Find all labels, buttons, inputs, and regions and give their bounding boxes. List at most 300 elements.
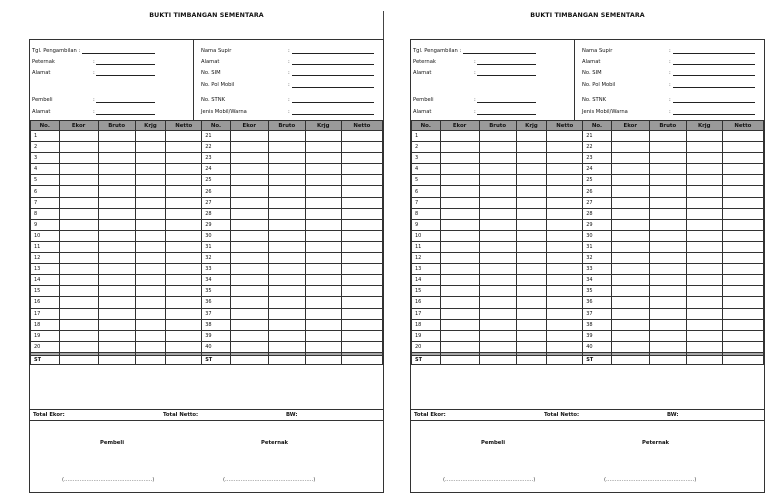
- entry-cell[interactable]: [686, 297, 722, 308]
- entry-cell[interactable]: [547, 308, 583, 319]
- subtotal-cell[interactable]: [268, 356, 305, 365]
- entry-cell[interactable]: [722, 164, 763, 175]
- entry-cell[interactable]: [440, 297, 479, 308]
- entry-cell[interactable]: [479, 275, 516, 286]
- entry-cell[interactable]: [611, 297, 649, 308]
- entry-cell[interactable]: [230, 308, 268, 319]
- entry-cell[interactable]: [268, 164, 305, 175]
- entry-cell[interactable]: [230, 253, 268, 264]
- entry-cell[interactable]: [341, 164, 382, 175]
- entry-cell[interactable]: [59, 319, 98, 330]
- entry-cell[interactable]: [305, 286, 341, 297]
- entry-cell[interactable]: [268, 153, 305, 164]
- entry-cell[interactable]: [305, 230, 341, 241]
- entry-cell[interactable]: [686, 197, 722, 208]
- entry-cell[interactable]: [516, 197, 547, 208]
- entry-cell[interactable]: [166, 186, 202, 197]
- field-input-line[interactable]: [96, 70, 155, 76]
- entry-cell[interactable]: [686, 319, 722, 330]
- entry-cell[interactable]: [611, 197, 649, 208]
- subtotal-cell[interactable]: [722, 356, 763, 365]
- entry-cell[interactable]: [166, 264, 202, 275]
- subtotal-cell[interactable]: [341, 356, 382, 365]
- entry-cell[interactable]: [649, 219, 686, 230]
- field-input-line[interactable]: [96, 97, 155, 103]
- entry-cell[interactable]: [166, 286, 202, 297]
- entry-cell[interactable]: [649, 253, 686, 264]
- entry-cell[interactable]: [440, 253, 479, 264]
- entry-cell[interactable]: [611, 153, 649, 164]
- entry-cell[interactable]: [268, 208, 305, 219]
- entry-cell[interactable]: [649, 208, 686, 219]
- entry-cell[interactable]: [686, 241, 722, 252]
- entry-cell[interactable]: [98, 275, 135, 286]
- entry-cell[interactable]: [516, 241, 547, 252]
- entry-cell[interactable]: [547, 264, 583, 275]
- entry-cell[interactable]: [722, 330, 763, 341]
- entry-cell[interactable]: [230, 341, 268, 352]
- entry-cell[interactable]: [479, 308, 516, 319]
- entry-cell[interactable]: [440, 286, 479, 297]
- entry-cell[interactable]: [722, 208, 763, 219]
- entry-cell[interactable]: [135, 264, 166, 275]
- entry-cell[interactable]: [611, 208, 649, 219]
- entry-cell[interactable]: [230, 219, 268, 230]
- entry-cell[interactable]: [547, 131, 583, 142]
- entry-cell[interactable]: [59, 164, 98, 175]
- entry-cell[interactable]: [516, 275, 547, 286]
- entry-cell[interactable]: [440, 153, 479, 164]
- entry-cell[interactable]: [98, 230, 135, 241]
- entry-cell[interactable]: [230, 286, 268, 297]
- farmer-signature-line[interactable]: (……………………………………………): [604, 477, 697, 483]
- entry-cell[interactable]: [341, 142, 382, 153]
- entry-cell[interactable]: [166, 219, 202, 230]
- entry-cell[interactable]: [305, 175, 341, 186]
- entry-cell[interactable]: [722, 186, 763, 197]
- entry-cell[interactable]: [722, 219, 763, 230]
- entry-cell[interactable]: [479, 164, 516, 175]
- subtotal-cell[interactable]: [611, 356, 649, 365]
- entry-cell[interactable]: [135, 153, 166, 164]
- entry-cell[interactable]: [135, 286, 166, 297]
- entry-cell[interactable]: [230, 297, 268, 308]
- entry-cell[interactable]: [440, 208, 479, 219]
- entry-cell[interactable]: [686, 330, 722, 341]
- field-input-line[interactable]: [477, 70, 536, 76]
- entry-cell[interactable]: [305, 197, 341, 208]
- entry-cell[interactable]: [59, 153, 98, 164]
- entry-cell[interactable]: [516, 330, 547, 341]
- entry-cell[interactable]: [440, 197, 479, 208]
- entry-cell[interactable]: [722, 241, 763, 252]
- entry-cell[interactable]: [722, 197, 763, 208]
- entry-cell[interactable]: [268, 253, 305, 264]
- entry-cell[interactable]: [649, 186, 686, 197]
- entry-cell[interactable]: [166, 330, 202, 341]
- entry-cell[interactable]: [686, 341, 722, 352]
- entry-cell[interactable]: [166, 241, 202, 252]
- entry-cell[interactable]: [649, 286, 686, 297]
- entry-cell[interactable]: [98, 197, 135, 208]
- entry-cell[interactable]: [59, 308, 98, 319]
- entry-cell[interactable]: [722, 297, 763, 308]
- entry-cell[interactable]: [341, 297, 382, 308]
- entry-cell[interactable]: [135, 308, 166, 319]
- entry-cell[interactable]: [649, 264, 686, 275]
- entry-cell[interactable]: [166, 253, 202, 264]
- subtotal-cell[interactable]: [135, 356, 166, 365]
- entry-cell[interactable]: [649, 197, 686, 208]
- entry-cell[interactable]: [686, 286, 722, 297]
- subtotal-cell[interactable]: [547, 356, 583, 365]
- entry-cell[interactable]: [722, 264, 763, 275]
- entry-cell[interactable]: [166, 308, 202, 319]
- entry-cell[interactable]: [341, 131, 382, 142]
- entry-cell[interactable]: [649, 175, 686, 186]
- entry-cell[interactable]: [135, 208, 166, 219]
- entry-cell[interactable]: [516, 175, 547, 186]
- subtotal-cell[interactable]: [230, 356, 268, 365]
- entry-cell[interactable]: [268, 197, 305, 208]
- entry-cell[interactable]: [341, 197, 382, 208]
- entry-cell[interactable]: [440, 186, 479, 197]
- entry-cell[interactable]: [547, 275, 583, 286]
- entry-cell[interactable]: [305, 164, 341, 175]
- farmer-signature-line[interactable]: (……………………………………………): [223, 477, 316, 483]
- entry-cell[interactable]: [547, 297, 583, 308]
- entry-cell[interactable]: [440, 308, 479, 319]
- entry-cell[interactable]: [135, 219, 166, 230]
- entry-cell[interactable]: [305, 275, 341, 286]
- entry-cell[interactable]: [135, 164, 166, 175]
- entry-cell[interactable]: [479, 330, 516, 341]
- entry-cell[interactable]: [305, 319, 341, 330]
- entry-cell[interactable]: [268, 330, 305, 341]
- entry-cell[interactable]: [166, 153, 202, 164]
- entry-cell[interactable]: [135, 186, 166, 197]
- entry-cell[interactable]: [135, 297, 166, 308]
- entry-cell[interactable]: [341, 264, 382, 275]
- entry-cell[interactable]: [611, 264, 649, 275]
- entry-cell[interactable]: [230, 275, 268, 286]
- entry-cell[interactable]: [135, 131, 166, 142]
- field-input-line[interactable]: [292, 109, 374, 115]
- entry-cell[interactable]: [166, 197, 202, 208]
- entry-cell[interactable]: [230, 208, 268, 219]
- entry-cell[interactable]: [516, 319, 547, 330]
- entry-cell[interactable]: [479, 230, 516, 241]
- entry-cell[interactable]: [611, 230, 649, 241]
- field-input-line[interactable]: [477, 97, 536, 103]
- entry-cell[interactable]: [611, 241, 649, 252]
- entry-cell[interactable]: [547, 241, 583, 252]
- entry-cell[interactable]: [516, 308, 547, 319]
- entry-cell[interactable]: [479, 153, 516, 164]
- entry-cell[interactable]: [516, 142, 547, 153]
- entry-cell[interactable]: [59, 275, 98, 286]
- entry-cell[interactable]: [547, 341, 583, 352]
- entry-cell[interactable]: [59, 330, 98, 341]
- field-input-line[interactable]: [292, 82, 374, 88]
- entry-cell[interactable]: [268, 286, 305, 297]
- entry-cell[interactable]: [135, 319, 166, 330]
- entry-cell[interactable]: [135, 330, 166, 341]
- entry-cell[interactable]: [611, 286, 649, 297]
- entry-cell[interactable]: [547, 208, 583, 219]
- entry-cell[interactable]: [722, 175, 763, 186]
- subtotal-cell[interactable]: [686, 356, 722, 365]
- entry-cell[interactable]: [649, 330, 686, 341]
- field-input-line[interactable]: [477, 109, 536, 115]
- entry-cell[interactable]: [479, 208, 516, 219]
- entry-cell[interactable]: [305, 253, 341, 264]
- entry-cell[interactable]: [305, 264, 341, 275]
- entry-cell[interactable]: [305, 131, 341, 142]
- entry-cell[interactable]: [649, 297, 686, 308]
- entry-cell[interactable]: [341, 153, 382, 164]
- entry-cell[interactable]: [135, 197, 166, 208]
- entry-cell[interactable]: [686, 264, 722, 275]
- entry-cell[interactable]: [166, 319, 202, 330]
- entry-cell[interactable]: [547, 142, 583, 153]
- entry-cell[interactable]: [440, 275, 479, 286]
- entry-cell[interactable]: [547, 219, 583, 230]
- entry-cell[interactable]: [479, 319, 516, 330]
- entry-cell[interactable]: [268, 230, 305, 241]
- entry-cell[interactable]: [98, 319, 135, 330]
- entry-cell[interactable]: [479, 219, 516, 230]
- entry-cell[interactable]: [230, 186, 268, 197]
- entry-cell[interactable]: [98, 142, 135, 153]
- entry-cell[interactable]: [230, 197, 268, 208]
- field-input-line[interactable]: [477, 59, 536, 65]
- entry-cell[interactable]: [516, 230, 547, 241]
- field-input-line[interactable]: [673, 59, 755, 65]
- entry-cell[interactable]: [59, 286, 98, 297]
- entry-cell[interactable]: [649, 275, 686, 286]
- entry-cell[interactable]: [516, 131, 547, 142]
- entry-cell[interactable]: [341, 230, 382, 241]
- entry-cell[interactable]: [479, 241, 516, 252]
- entry-cell[interactable]: [230, 164, 268, 175]
- entry-cell[interactable]: [135, 175, 166, 186]
- subtotal-cell[interactable]: [166, 356, 202, 365]
- entry-cell[interactable]: [649, 230, 686, 241]
- entry-cell[interactable]: [98, 264, 135, 275]
- entry-cell[interactable]: [305, 219, 341, 230]
- entry-cell[interactable]: [479, 253, 516, 264]
- entry-cell[interactable]: [98, 219, 135, 230]
- entry-cell[interactable]: [98, 131, 135, 142]
- entry-cell[interactable]: [135, 253, 166, 264]
- entry-cell[interactable]: [305, 153, 341, 164]
- entry-cell[interactable]: [341, 219, 382, 230]
- entry-cell[interactable]: [516, 219, 547, 230]
- entry-cell[interactable]: [166, 230, 202, 241]
- entry-cell[interactable]: [230, 131, 268, 142]
- field-input-line[interactable]: [292, 70, 374, 76]
- entry-cell[interactable]: [611, 219, 649, 230]
- entry-cell[interactable]: [611, 175, 649, 186]
- entry-cell[interactable]: [686, 219, 722, 230]
- entry-cell[interactable]: [166, 164, 202, 175]
- entry-cell[interactable]: [649, 131, 686, 142]
- entry-cell[interactable]: [516, 208, 547, 219]
- entry-cell[interactable]: [59, 241, 98, 252]
- entry-cell[interactable]: [230, 175, 268, 186]
- entry-cell[interactable]: [268, 175, 305, 186]
- entry-cell[interactable]: [516, 286, 547, 297]
- entry-cell[interactable]: [547, 253, 583, 264]
- entry-cell[interactable]: [649, 142, 686, 153]
- entry-cell[interactable]: [611, 186, 649, 197]
- entry-cell[interactable]: [547, 153, 583, 164]
- entry-cell[interactable]: [440, 142, 479, 153]
- entry-cell[interactable]: [166, 275, 202, 286]
- entry-cell[interactable]: [59, 142, 98, 153]
- entry-cell[interactable]: [268, 319, 305, 330]
- entry-cell[interactable]: [611, 142, 649, 153]
- entry-cell[interactable]: [722, 153, 763, 164]
- buyer-signature-line[interactable]: (……………………………………………): [62, 477, 155, 483]
- subtotal-cell[interactable]: [479, 356, 516, 365]
- entry-cell[interactable]: [722, 286, 763, 297]
- entry-cell[interactable]: [611, 275, 649, 286]
- entry-cell[interactable]: [268, 241, 305, 252]
- entry-cell[interactable]: [166, 142, 202, 153]
- entry-cell[interactable]: [440, 230, 479, 241]
- entry-cell[interactable]: [479, 341, 516, 352]
- entry-cell[interactable]: [516, 253, 547, 264]
- entry-cell[interactable]: [611, 308, 649, 319]
- entry-cell[interactable]: [305, 330, 341, 341]
- subtotal-cell[interactable]: [440, 356, 479, 365]
- entry-cell[interactable]: [479, 197, 516, 208]
- entry-cell[interactable]: [230, 319, 268, 330]
- entry-cell[interactable]: [440, 241, 479, 252]
- entry-cell[interactable]: [686, 275, 722, 286]
- entry-cell[interactable]: [516, 264, 547, 275]
- entry-cell[interactable]: [268, 264, 305, 275]
- field-input-line[interactable]: [96, 59, 155, 65]
- entry-cell[interactable]: [341, 175, 382, 186]
- entry-cell[interactable]: [341, 341, 382, 352]
- entry-cell[interactable]: [440, 219, 479, 230]
- entry-cell[interactable]: [341, 208, 382, 219]
- entry-cell[interactable]: [268, 308, 305, 319]
- entry-cell[interactable]: [305, 142, 341, 153]
- entry-cell[interactable]: [611, 253, 649, 264]
- entry-cell[interactable]: [547, 286, 583, 297]
- entry-cell[interactable]: [479, 286, 516, 297]
- field-input-line[interactable]: [292, 48, 374, 54]
- entry-cell[interactable]: [611, 131, 649, 142]
- entry-cell[interactable]: [98, 186, 135, 197]
- entry-cell[interactable]: [686, 175, 722, 186]
- entry-cell[interactable]: [98, 297, 135, 308]
- entry-cell[interactable]: [722, 308, 763, 319]
- field-input-line[interactable]: [96, 109, 155, 115]
- entry-cell[interactable]: [722, 131, 763, 142]
- entry-cell[interactable]: [611, 330, 649, 341]
- entry-cell[interactable]: [722, 341, 763, 352]
- entry-cell[interactable]: [611, 319, 649, 330]
- entry-cell[interactable]: [516, 341, 547, 352]
- entry-cell[interactable]: [341, 253, 382, 264]
- entry-cell[interactable]: [649, 153, 686, 164]
- entry-cell[interactable]: [59, 131, 98, 142]
- subtotal-cell[interactable]: [98, 356, 135, 365]
- entry-cell[interactable]: [440, 330, 479, 341]
- entry-cell[interactable]: [686, 142, 722, 153]
- entry-cell[interactable]: [268, 142, 305, 153]
- entry-cell[interactable]: [166, 341, 202, 352]
- entry-cell[interactable]: [59, 208, 98, 219]
- field-input-line[interactable]: [82, 48, 155, 54]
- entry-cell[interactable]: [230, 264, 268, 275]
- buyer-signature-line[interactable]: (……………………………………………): [443, 477, 536, 483]
- entry-cell[interactable]: [516, 297, 547, 308]
- entry-cell[interactable]: [230, 230, 268, 241]
- entry-cell[interactable]: [547, 319, 583, 330]
- entry-cell[interactable]: [98, 208, 135, 219]
- entry-cell[interactable]: [268, 297, 305, 308]
- entry-cell[interactable]: [649, 319, 686, 330]
- entry-cell[interactable]: [98, 153, 135, 164]
- subtotal-cell[interactable]: [59, 356, 98, 365]
- entry-cell[interactable]: [440, 175, 479, 186]
- entry-cell[interactable]: [98, 330, 135, 341]
- entry-cell[interactable]: [479, 297, 516, 308]
- entry-cell[interactable]: [268, 341, 305, 352]
- field-input-line[interactable]: [673, 48, 755, 54]
- entry-cell[interactable]: [268, 275, 305, 286]
- entry-cell[interactable]: [479, 175, 516, 186]
- entry-cell[interactable]: [341, 186, 382, 197]
- entry-cell[interactable]: [686, 153, 722, 164]
- entry-cell[interactable]: [230, 241, 268, 252]
- entry-cell[interactable]: [686, 230, 722, 241]
- entry-cell[interactable]: [166, 297, 202, 308]
- entry-cell[interactable]: [98, 164, 135, 175]
- entry-cell[interactable]: [268, 131, 305, 142]
- field-input-line[interactable]: [463, 48, 536, 54]
- entry-cell[interactable]: [135, 275, 166, 286]
- entry-cell[interactable]: [649, 164, 686, 175]
- entry-cell[interactable]: [166, 131, 202, 142]
- entry-cell[interactable]: [722, 253, 763, 264]
- entry-cell[interactable]: [341, 330, 382, 341]
- field-input-line[interactable]: [673, 109, 755, 115]
- entry-cell[interactable]: [98, 175, 135, 186]
- entry-cell[interactable]: [722, 230, 763, 241]
- entry-cell[interactable]: [305, 241, 341, 252]
- entry-cell[interactable]: [230, 153, 268, 164]
- field-input-line[interactable]: [673, 97, 755, 103]
- entry-cell[interactable]: [722, 275, 763, 286]
- entry-cell[interactable]: [59, 175, 98, 186]
- subtotal-cell[interactable]: [305, 356, 341, 365]
- entry-cell[interactable]: [98, 308, 135, 319]
- entry-cell[interactable]: [722, 142, 763, 153]
- entry-cell[interactable]: [98, 341, 135, 352]
- entry-cell[interactable]: [547, 164, 583, 175]
- entry-cell[interactable]: [611, 164, 649, 175]
- entry-cell[interactable]: [440, 341, 479, 352]
- entry-cell[interactable]: [166, 175, 202, 186]
- entry-cell[interactable]: [59, 297, 98, 308]
